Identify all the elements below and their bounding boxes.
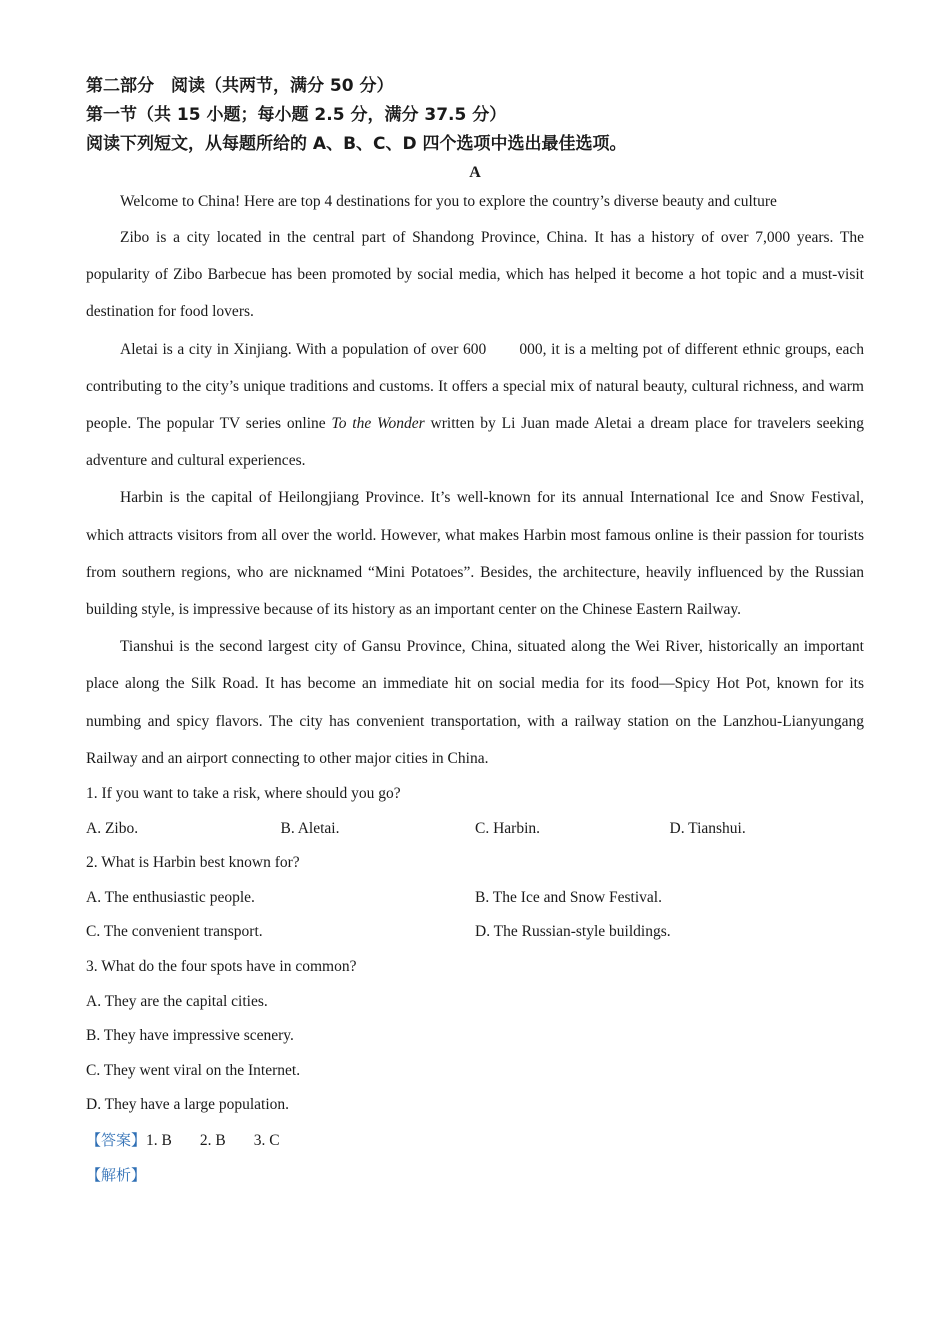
question-2-option-c[interactable]: C. The convenient transport. <box>86 923 263 941</box>
question-3-option-b[interactable]: B. They have impressive scenery. <box>86 1027 294 1045</box>
answer-item-2: 2. B <box>199 1131 226 1149</box>
section-title: 第一节（共 15 小题；每小题 2.5 分，满分 37.5 分） <box>86 105 507 125</box>
answer-item-3: 3. C <box>253 1131 280 1149</box>
question-3-option-c[interactable]: C. They went viral on the Internet. <box>86 1061 301 1079</box>
instruction: 阅读下列短文，从每题所给的 A、B、C、D 四个选项中选出最佳选项。 <box>86 134 627 154</box>
part-title: 第二部分 阅读（共两节，满分 50 分） <box>86 76 394 96</box>
paragraph-tianshui: Tianshui is the second largest city of Gansu Province, China, situated along the Wei River, historically an important place along the Silk Road. It has become an immediate hit on social media for its food—Spicy Hot Pot, known for its numbing and spicy flavors. The city has convenient transportation, with a railway station on the Lanzhou-Lianyungang Railway and an airport connecting to other major cities in China. <box>86 638 864 767</box>
aletai-text-before: Aletai is a city in Xinjiang. With a population of over 600 000, it is a melting pot of different ethnic groups, each contributing to the city’s unique traditions and customs. It offers a special mix of natural beauty, cultural richness, and warm people. The popular TV series online <box>86 340 864 433</box>
question-1-stem: 1. If you want to take a risk, where should you go? <box>86 785 401 803</box>
answer-item-1: 1. B <box>146 1131 172 1149</box>
question-1-option-d[interactable]: D. Tianshui. <box>669 819 746 837</box>
tv-series-title: To the Wonder <box>331 415 425 433</box>
question-2-options-row-2 <box>86 915 864 950</box>
question-2-stem: 2. What is Harbin best known for? <box>86 854 300 872</box>
exam-page <box>86 72 864 1193</box>
passage-letter: A <box>469 164 481 181</box>
aletai-text-after: written by Li Juan made Aletai a dream place for travelers seeking adventure and cultural experiences. <box>86 415 864 470</box>
question-1-option-a[interactable]: A. Zibo. <box>86 819 139 837</box>
question-3-option-a[interactable]: A. They are the capital cities. <box>86 992 268 1010</box>
question-2-option-a[interactable]: A. The enthusiastic people. <box>86 888 255 906</box>
paragraph-zibo: Zibo is a city located in the central part of Shandong Province, China. It has a history of over 7,000 years. The popularity of Zibo Barbecue has been promoted by social media, which has helped it become a hot topic and a must-visit destination for food lovers. <box>86 229 864 321</box>
question-2-option-d[interactable]: D. The Russian-style buildings. <box>475 923 671 941</box>
analysis-label: 【解析】 <box>86 1165 147 1184</box>
question-1-option-c[interactable]: C. Harbin. <box>475 819 541 837</box>
paragraph-aletai <box>86 331 864 480</box>
question-3-stem: 3. What do the four spots have in common? <box>86 958 357 976</box>
paragraph-harbin: Harbin is the capital of Heilongjiang Province. It’s well-known for its annual International Ice and Snow Festival, which attracts visitors from all over the world. However, what makes Harbin most famous online is their passion for tourists from southern regions, who are nicknamed “Mini Potatoes”. Besides, the architecture, heavily influenced by the Russian building style, is impressive because of its history as an important center on the Chinese Eastern Railway. <box>86 489 864 619</box>
question-2-options-row-1 <box>86 881 864 916</box>
question-1-option-b[interactable]: B. Aletai. <box>280 819 340 837</box>
analysis-line <box>86 1158 864 1193</box>
question-2-option-b[interactable]: B. The Ice and Snow Festival. <box>475 888 662 906</box>
question-1-options <box>86 812 864 847</box>
answer-label: 【答案】 <box>86 1130 147 1149</box>
question-3-option-d[interactable]: D. They have a large population. <box>86 1096 290 1114</box>
passage-intro: Welcome to China! Here are top 4 destinations for you to explore the country’s diverse beauty and culture <box>120 193 777 210</box>
answer-line <box>86 1123 864 1158</box>
